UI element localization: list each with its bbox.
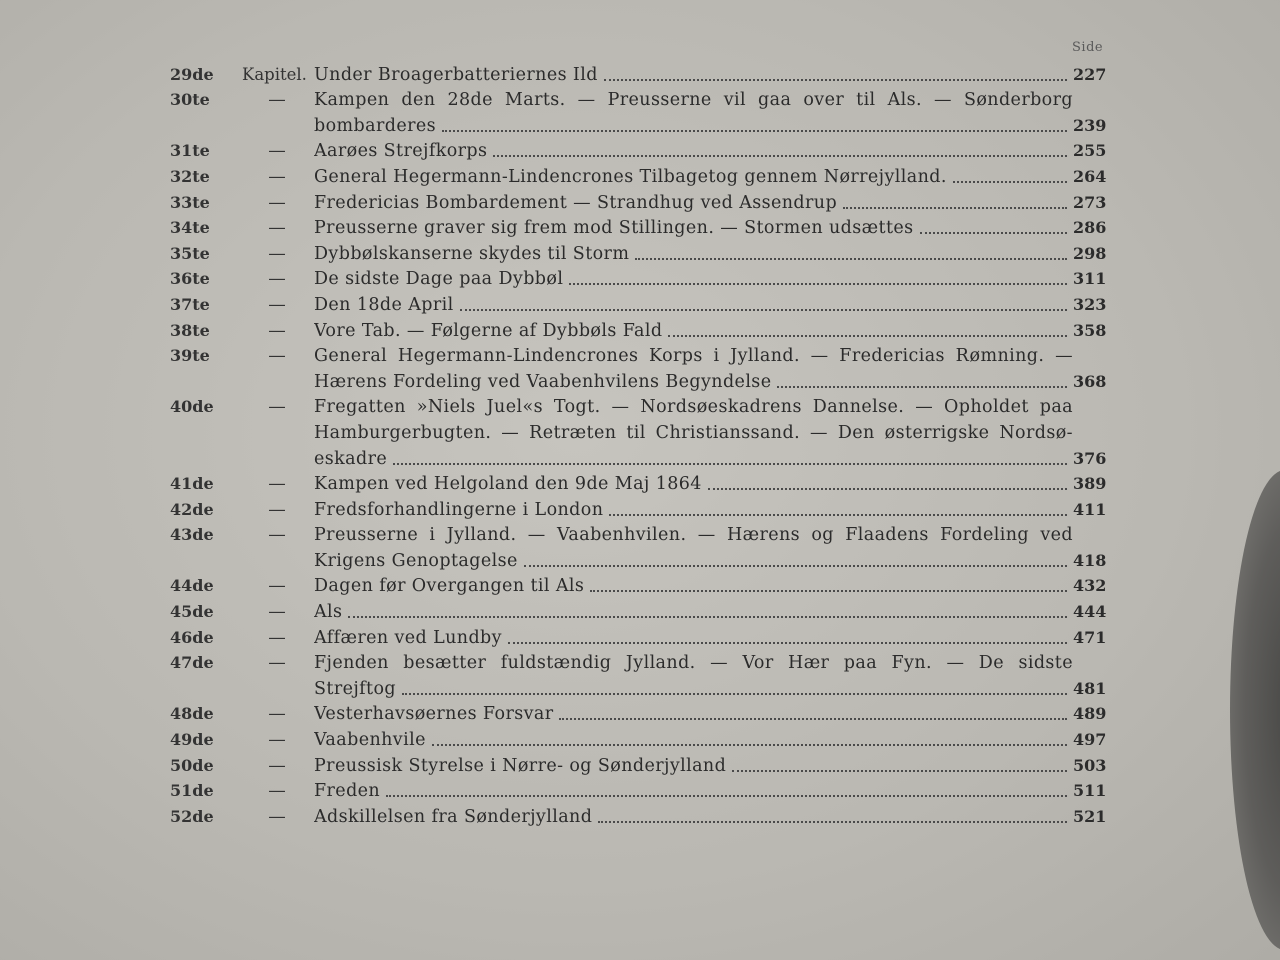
chapter-title-text: Preusserne i Jylland. — Vaabenhvilen. — Hærens og Flaadens Fordeling ved	[314, 525, 1073, 546]
chapter-title-text: Vaabenhvile	[314, 730, 426, 751]
chapter-title-text: General Hegermann-Lindencrones Korps i Jylland. — Fredericias Rømning. —	[314, 346, 1073, 367]
toc-line	[170, 316, 1105, 342]
chapter-title	[314, 166, 1073, 188]
page-number: 418	[1073, 550, 1107, 570]
chapter-number: 47de	[170, 653, 214, 673]
page-number: 481	[1073, 678, 1107, 698]
dot-leader	[442, 129, 1067, 132]
chapter-title-text: Under Broagerbatteriernes Ild	[314, 64, 598, 85]
toc-line	[170, 162, 1105, 188]
chapter-number: 49de	[170, 730, 214, 750]
page-number: 298	[1073, 243, 1107, 263]
ditto-dash: —	[268, 141, 286, 162]
chapter-number: 35te	[170, 243, 210, 263]
chapter-title-text: Preussisk Styrelse i Nørre- og Sønderjylland	[314, 755, 727, 776]
chapter-title	[314, 371, 1073, 393]
dot-leader	[635, 257, 1067, 260]
chapter-title-text: eskadre	[314, 448, 388, 469]
page-number: 323	[1073, 294, 1107, 314]
chapter-number: 52de	[170, 806, 214, 826]
chapter-title	[314, 550, 1073, 572]
chapter-title	[314, 780, 1073, 802]
chapter-number: 42de	[170, 499, 214, 519]
toc-line	[170, 188, 1105, 214]
toc-line	[170, 367, 1105, 393]
ditto-dash: —	[268, 704, 286, 725]
kapitel-label: Kapitel.	[242, 64, 307, 84]
chapter-title-text: De sidste Dage paa Dybbøl	[314, 269, 564, 290]
page-number: 264	[1073, 166, 1107, 186]
chapter-title	[314, 294, 1073, 316]
chapter-title-text: Als	[314, 602, 343, 623]
toc-line	[170, 674, 1105, 700]
chapter-title	[314, 627, 1073, 649]
dot-leader	[348, 615, 1067, 618]
dot-leader	[402, 692, 1067, 695]
toc-line	[170, 60, 1105, 86]
page-number: 444	[1073, 602, 1107, 622]
chapter-title-text: Dybbølskanserne skydes til Storm	[314, 243, 630, 264]
page-number: 358	[1073, 320, 1107, 340]
toc-line	[170, 597, 1105, 623]
chapter-title	[314, 243, 1073, 265]
ditto-dash: —	[268, 218, 286, 239]
chapter-number: 50de	[170, 755, 214, 775]
chapter-title	[314, 64, 1073, 86]
dot-leader	[953, 180, 1067, 183]
chapter-title-text: Vore Tab. — Følgerne af Dybbøls Fald	[314, 320, 663, 341]
chapter-title	[314, 575, 1073, 597]
ditto-dash: —	[268, 627, 286, 648]
page-number: 503	[1073, 755, 1107, 775]
chapter-number: 44de	[170, 576, 214, 596]
ditto-dash: —	[268, 576, 286, 597]
chapter-number: 37te	[170, 294, 210, 314]
ditto-dash: —	[268, 499, 286, 520]
chapter-title	[314, 217, 1073, 239]
dot-leader	[920, 231, 1067, 234]
chapter-title-text: General Hegermann-Lindencrones Tilbagetog gennem Nørrejylland.	[314, 166, 947, 187]
chapter-title	[314, 755, 1073, 777]
toc-line	[170, 265, 1105, 291]
chapter-title	[314, 729, 1073, 751]
chapter-number: 40de	[170, 397, 214, 417]
chapter-title-text: Vesterhavsøernes Forsvar	[314, 704, 554, 725]
page-number: 239	[1073, 115, 1107, 135]
toc-line	[170, 777, 1105, 803]
ditto-dash: —	[268, 730, 286, 751]
chapter-title	[314, 806, 1073, 828]
ditto-dash: —	[268, 269, 286, 290]
ditto-dash: —	[268, 192, 286, 213]
dot-leader	[609, 513, 1067, 516]
page-number: 489	[1073, 704, 1107, 724]
page-number: 286	[1073, 218, 1107, 238]
chapter-title-text: Hamburgerbugten. — Retræten til Christianssand. — Den østerrigske Nordsø-	[314, 422, 1073, 443]
chapter-title	[314, 601, 1073, 623]
chapter-title-text: Fregatten »Niels Juel«s Togt. — Nordsøeskadrens Dannelse. — Opholdet paa	[314, 397, 1073, 418]
dot-leader	[524, 564, 1067, 567]
toc-line	[170, 239, 1105, 265]
chapter-number: 39te	[170, 346, 210, 366]
chapter-title-text: Affæren ved Lundby	[314, 627, 502, 648]
chapter-number: 51de	[170, 781, 214, 801]
chapter-number: 45de	[170, 602, 214, 622]
chapter-title	[314, 320, 1073, 342]
toc-line	[170, 495, 1105, 521]
toc-line	[170, 470, 1105, 496]
chapter-title-text: Dagen før Overgangen til Als	[314, 576, 585, 597]
toc-line	[170, 802, 1105, 828]
dot-leader	[590, 589, 1067, 592]
chapter-title	[314, 268, 1073, 290]
chapter-title	[314, 140, 1073, 162]
chapter-title-text: Freden	[314, 781, 381, 802]
toc-line	[170, 521, 1105, 547]
chapter-title	[314, 448, 1073, 470]
dot-leader	[508, 641, 1067, 644]
ditto-dash: —	[268, 525, 286, 546]
page-number: 376	[1073, 448, 1107, 468]
dot-leader	[569, 282, 1067, 285]
dot-leader	[668, 334, 1067, 337]
chapter-title-text: Den 18de April	[314, 294, 454, 315]
chapter-number: 30te	[170, 90, 210, 110]
ditto-dash: —	[268, 166, 286, 187]
toc-line	[170, 418, 1105, 444]
toc-line	[170, 546, 1105, 572]
chapter-title	[314, 473, 1073, 495]
chapter-title-text: Krigens Genoptagelse	[314, 550, 518, 571]
chapter-number: 43de	[170, 525, 214, 545]
toc-line	[170, 214, 1105, 240]
page-number: 368	[1073, 371, 1107, 391]
table-of-contents	[170, 60, 1105, 828]
toc-line	[170, 393, 1105, 419]
toc-line	[170, 137, 1105, 163]
chapter-title-text: Fjenden besætter fuldstændig Jylland. — Vor Hær paa Fyn. — De sidste	[314, 653, 1073, 674]
chapter-title-text: Fredericias Bombardement — Strandhug ved Assendrup	[314, 192, 838, 213]
page-number: 227	[1073, 64, 1107, 84]
chapter-title-text: Strejftog	[314, 678, 397, 699]
chapter-title-text: Adskillelsen fra Sønderjylland	[314, 806, 593, 827]
page-number: 255	[1073, 141, 1107, 161]
chapter-title	[314, 345, 1073, 367]
chapter-title	[314, 524, 1073, 546]
chapter-title	[314, 192, 1073, 214]
page-edge-shadow	[1230, 470, 1280, 950]
chapter-number: 36te	[170, 269, 210, 289]
chapter-title	[314, 422, 1073, 444]
dot-leader	[493, 154, 1067, 157]
chapter-number: 46de	[170, 627, 214, 647]
ditto-dash: —	[268, 474, 286, 495]
chapter-number: 31te	[170, 141, 210, 161]
toc-line	[170, 111, 1105, 137]
ditto-dash: —	[268, 346, 286, 367]
chapter-title	[314, 703, 1073, 725]
toc-line	[170, 572, 1105, 598]
dot-leader	[386, 794, 1067, 797]
toc-line	[170, 444, 1105, 470]
dot-leader	[777, 385, 1067, 388]
page-number: 511	[1073, 781, 1107, 801]
chapter-number: 48de	[170, 704, 214, 724]
page-number: 471	[1073, 627, 1107, 647]
chapter-number: 38te	[170, 320, 210, 340]
page-column-header: Side	[1072, 40, 1104, 55]
dot-leader	[604, 78, 1067, 81]
chapter-number: 32te	[170, 166, 210, 186]
chapter-title-text: Preusserne graver sig frem mod Stillingen. — Stormen udsættes	[314, 218, 914, 239]
dot-leader	[559, 717, 1067, 720]
dot-leader	[432, 743, 1067, 746]
chapter-title-text: Fredsforhandlingerne i London	[314, 499, 604, 520]
page-number: 411	[1073, 499, 1107, 519]
page-number: 389	[1073, 474, 1107, 494]
chapter-title-text: Kampen den 28de Marts. — Preusserne vil gaa over til Als. — Sønderborg	[314, 90, 1073, 111]
ditto-dash: —	[268, 755, 286, 776]
dot-leader	[393, 462, 1067, 465]
chapter-title	[314, 396, 1073, 418]
chapter-title	[314, 499, 1073, 521]
chapter-number: 34te	[170, 218, 210, 238]
toc-line	[170, 725, 1105, 751]
page-number: 432	[1073, 576, 1107, 596]
page-number: 497	[1073, 730, 1107, 750]
dot-leader	[460, 308, 1067, 311]
chapter-title	[314, 115, 1073, 137]
dot-leader	[843, 206, 1067, 209]
chapter-title	[314, 652, 1073, 674]
ditto-dash: —	[268, 806, 286, 827]
chapter-number: 29de	[170, 64, 214, 84]
chapter-title-text: Hærens Fordeling ved Vaabenhvilens Begyndelse	[314, 371, 772, 392]
ditto-dash: —	[268, 781, 286, 802]
toc-line	[170, 290, 1105, 316]
toc-line	[170, 623, 1105, 649]
ditto-dash: —	[268, 90, 286, 111]
dot-leader	[732, 769, 1067, 772]
ditto-dash: —	[268, 294, 286, 315]
chapter-number: 33te	[170, 192, 210, 212]
dot-leader	[708, 487, 1067, 490]
toc-line	[170, 649, 1105, 675]
page-number: 521	[1073, 806, 1107, 826]
toc-line	[170, 342, 1105, 368]
chapter-title-text: Kampen ved Helgoland den 9de Maj 1864	[314, 474, 702, 495]
page-number: 273	[1073, 192, 1107, 212]
ditto-dash: —	[268, 602, 286, 623]
chapter-number: 41de	[170, 474, 214, 494]
chapter-title	[314, 678, 1073, 700]
ditto-dash: —	[268, 397, 286, 418]
ditto-dash: —	[268, 653, 286, 674]
toc-line	[170, 700, 1105, 726]
chapter-title-text: Aarøes Strejfkorps	[314, 141, 488, 162]
chapter-title	[314, 89, 1073, 111]
dot-leader	[598, 820, 1067, 823]
chapter-title-text: bombarderes	[314, 115, 436, 136]
ditto-dash: —	[268, 243, 286, 264]
page-number: 311	[1073, 269, 1107, 289]
ditto-dash: —	[268, 320, 286, 341]
toc-line	[170, 751, 1105, 777]
toc-line	[170, 86, 1105, 112]
